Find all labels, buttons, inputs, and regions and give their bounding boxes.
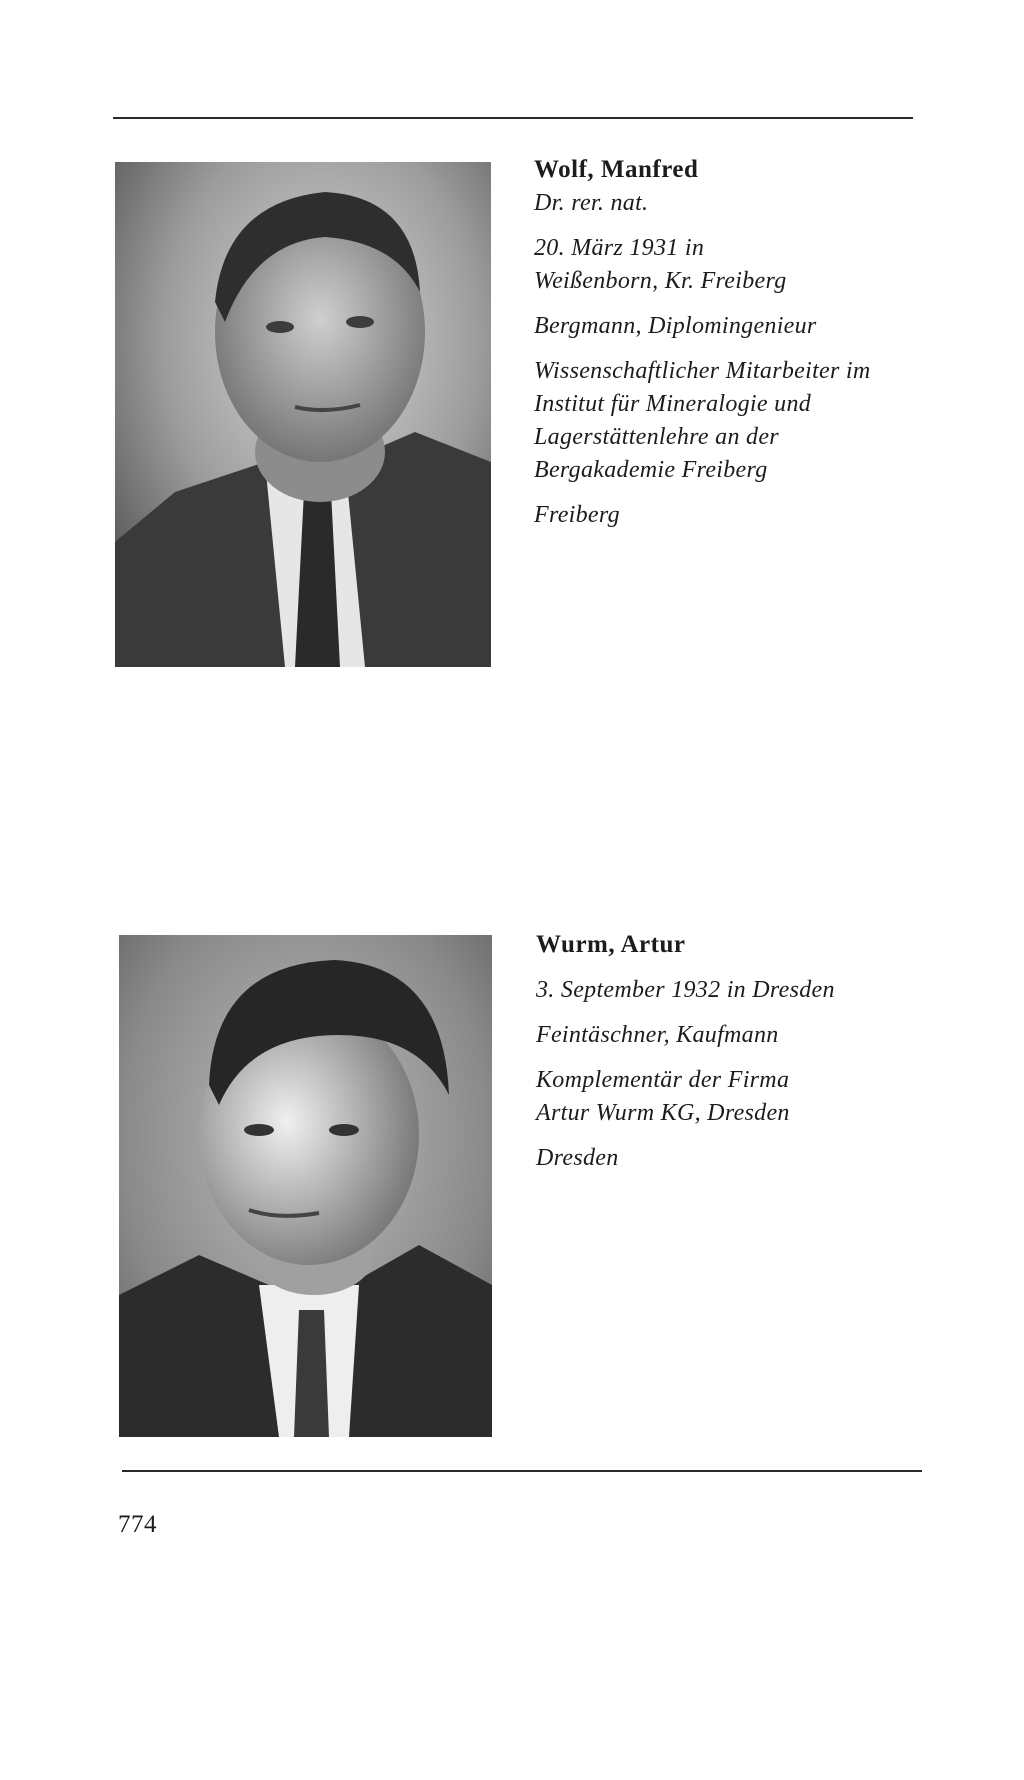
entry-profession: Feintäschner, Kaufmann <box>536 1022 779 1048</box>
bottom-rule <box>122 1470 922 1472</box>
entry-wolf <box>534 153 934 532</box>
entry-position-line: Lagerstättenlehre an der <box>534 424 779 450</box>
entry-birth-line: Weißenborn, Kr. Freiberg <box>534 268 787 294</box>
portrait-photo-wurm <box>119 935 492 1437</box>
entry-residence: Dresden <box>536 1145 619 1171</box>
entry-name: Wolf, Manfred <box>534 156 699 183</box>
top-rule <box>113 117 913 119</box>
entry-position-line: Institut für Mineralogie und <box>534 391 812 417</box>
entry-position-line: Artur Wurm KG, Dresden <box>536 1100 790 1126</box>
entry-residence: Freiberg <box>534 502 620 528</box>
portrait-photo-wolf <box>115 162 491 667</box>
page-number: 774 <box>118 1511 157 1538</box>
entry-birth-line: 3. September 1932 in Dresden <box>536 977 835 1003</box>
entry-position-line: Wissenschaftlicher Mitarbeiter im <box>534 358 871 384</box>
entry-birth-line: 20. März 1931 in <box>534 235 705 261</box>
entry-name: Wurm, Artur <box>536 931 686 958</box>
entry-position-line: Komplementär der Firma <box>536 1067 790 1093</box>
entry-wurm <box>536 928 936 1175</box>
entry-title: Dr. rer. nat. <box>534 190 649 216</box>
entry-profession: Bergmann, Diplomingenieur <box>534 313 817 339</box>
entry-position-line: Bergakademie Freiberg <box>534 457 768 483</box>
